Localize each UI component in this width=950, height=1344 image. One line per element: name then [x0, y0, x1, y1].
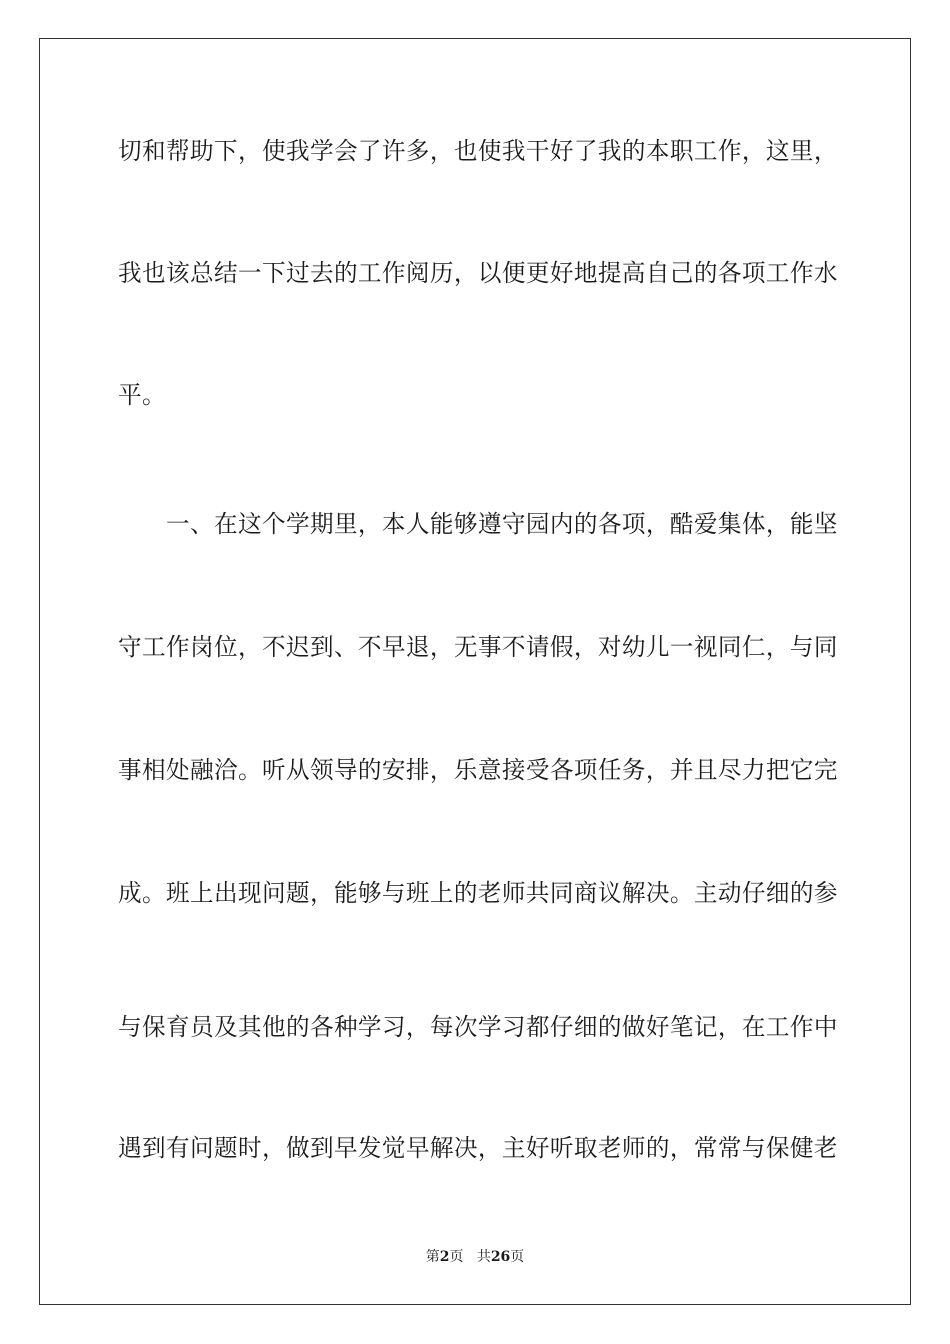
total-suffix: 页 [510, 1249, 525, 1265]
page-border [39, 38, 911, 1305]
text-line: 切和帮助下，使我学会了许多，也使我干好了我的本职工作，这里， [118, 137, 838, 165]
total-pages: 26 [490, 1249, 511, 1265]
page-number: 2 [439, 1249, 450, 1265]
page-suffix: 页 [449, 1249, 464, 1265]
text-line: 平。 [118, 381, 166, 409]
text-line: 成。班上出现问题，能够与班上的老师共同商议解决。主动仔细的参 [118, 879, 838, 907]
text-line: 守工作岗位，不迟到、不早退，无事不请假，对幼儿一视同仁，与同 [118, 633, 838, 661]
paragraph-start-line: 一、在这个学期里，本人能够遵守园内的各项，酷爱集体，能坚 [118, 510, 838, 538]
page-footer [0, 1248, 950, 1266]
text-line: 遇到有问题时，做到早发觉早解决，主好听取老师的，常常与保健老 [118, 1134, 838, 1162]
page-prefix: 第 [425, 1249, 440, 1265]
text-line: 我也该总结一下过去的工作阅历，以便更好地提高自己的各项工作水 [118, 259, 838, 287]
text-line: 事相处融洽。听从领导的安排，乐意接受各项任务，并且尽力把它完 [118, 756, 838, 784]
text-line: 与保育员及其他的各种学习，每次学习都仔细的做好笔记，在工作中 [118, 1013, 838, 1041]
total-prefix: 共 [476, 1249, 491, 1265]
